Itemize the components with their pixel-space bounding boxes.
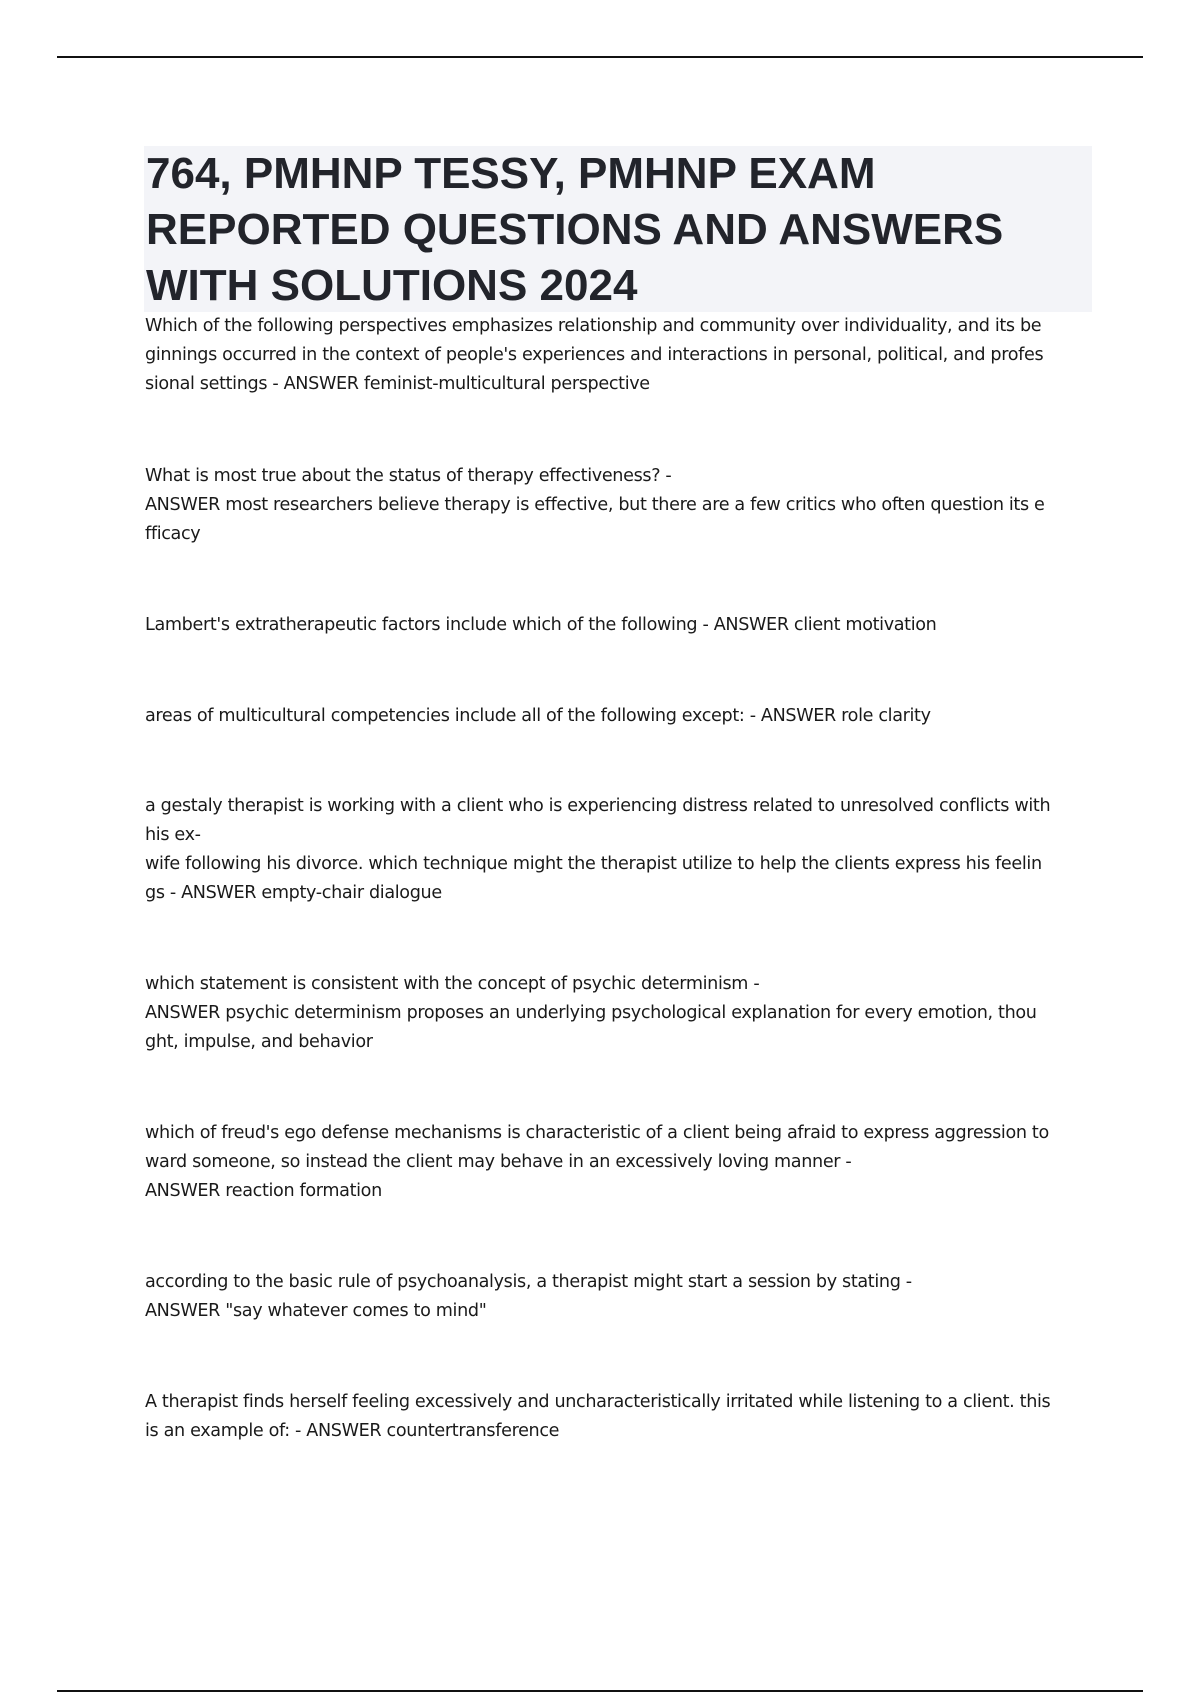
- qa-item-7: which of freud's ego defense mechanisms is characteristic of a client being afraid to express aggression to ward someone, so instead the client may behave in an excessively loving manner - ANSWER reaction formation: [145, 1123, 1049, 1201]
- qa-item-1: Which of the following perspectives emphasizes relationship and community over individuality, and its be ginnings occurred in the context of people's experiences and interactions in personal, political, and profes sional settings - ANSWER feminist-multicultural perspective: [145, 316, 1044, 394]
- qa-item-3: Lambert's extratherapeutic factors include which of the following - ANSWER client motivation: [145, 615, 937, 635]
- document-title: 764, PMHNP TESSY, PMHNP EXAM REPORTED QUESTIONS AND ANSWERS WITH SOLUTIONS 2024: [146, 149, 1004, 310]
- top-rule: [57, 56, 1143, 58]
- qa-item-4: areas of multicultural competencies include all of the following except: - ANSWER role clarity: [145, 706, 931, 726]
- qa-item-5: a gestaly therapist is working with a client who is experiencing distress related to unresolved conflicts with his ex- wife following his divorce. which technique might the therapist utilize to help the clients express his feelin gs - ANSWER empty-chair dialogue: [145, 796, 1051, 903]
- title-block: [144, 146, 1092, 312]
- qa-item-9: A therapist finds herself feeling excessively and uncharacteristically irritated while listening to a client. this is an example of: - ANSWER countertransference: [145, 1392, 1051, 1441]
- qa-item-8: according to the basic rule of psychoanalysis, a therapist might start a session by stating - ANSWER "say whatever comes to mind": [145, 1272, 912, 1321]
- bottom-rule: [57, 1690, 1143, 1692]
- qa-item-2: What is most true about the status of therapy effectiveness? - ANSWER most researchers believe therapy is effective, but there are a few critics who often question its e fficacy: [145, 466, 1045, 544]
- qa-item-6: which statement is consistent with the concept of psychic determinism - ANSWER psychic determinism proposes an underlying psychological explanation for every emotion, thou ght, impulse, and behavior: [145, 974, 1037, 1052]
